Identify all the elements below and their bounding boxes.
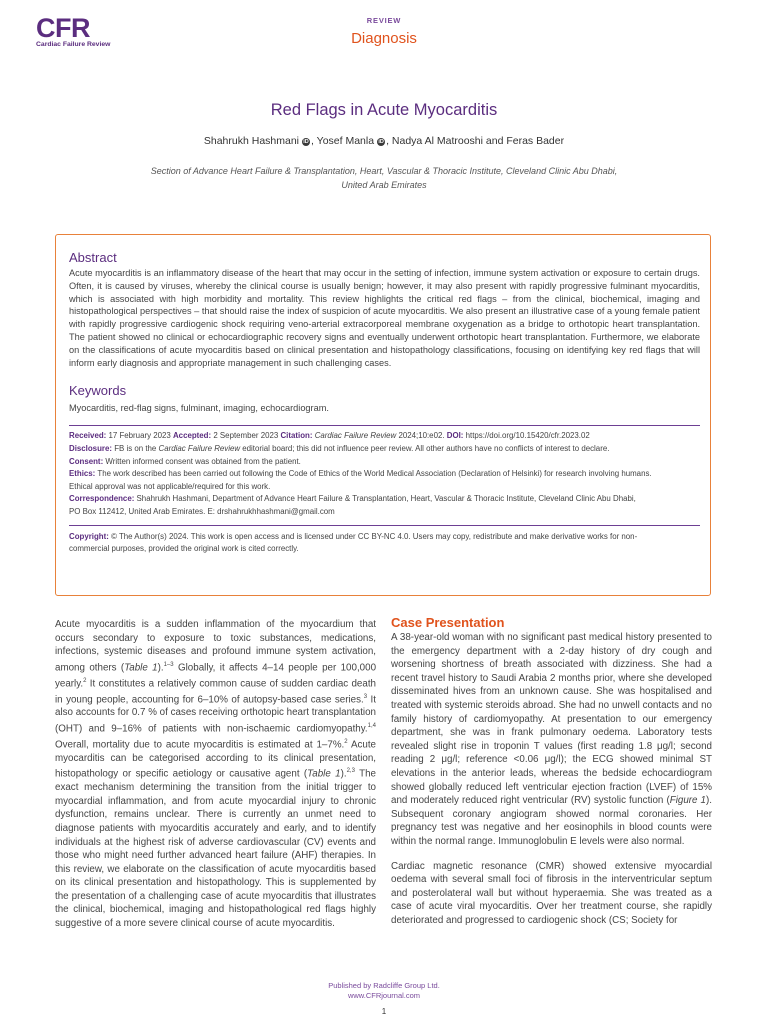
website-link[interactable]: www.CFRjournal.com <box>347 991 421 1000</box>
table-reference-link[interactable]: Table 1 <box>307 768 341 780</box>
abstract-box <box>55 234 711 596</box>
body-column-left <box>55 618 376 931</box>
orcid-icon[interactable]: iD <box>378 139 384 145</box>
divider <box>69 525 700 526</box>
table-reference-link[interactable]: Table 1 <box>124 662 158 674</box>
doi-link[interactable]: https://doi.org/10.15420/cfr.2023.02 <box>465 431 590 441</box>
orcid-icon[interactable]: iD <box>303 139 309 145</box>
logo-mark: CFR <box>36 13 90 43</box>
ethics-line-2: Ethical approval was not applicable/required for this work. <box>69 481 271 491</box>
intro-paragraph: Acute myocarditis is a sudden inflammation of the myocardium that occurs secondary to exposure to toxic substances, medications, infections, systemic diseases and profound immune system activation, among others (Table 1).$^{1-3}$ Globally, it affects 4–14 people per 100,000 yearly.$^2$ It constitutes a relatively common cause of sudden cardiac death in young people, accounting for 6–10% of autopsy-based case series.$^3$ It also accounts for 0.7 % of cases receiving orthotopic heart transplantation (OHT) and 9–16% of patients with non-ischaemic cardiomyopathy.$^{1,4}$ Overall, mortality due to acute myocarditis is estimated at 1–7%.$^2$ Acute myocarditis can be categorised according to its clinical presentation, histopathology or specific aetiology or causative agent (Table 1).$^{2,3}$ The exact mechanism determining the transition from the initial trigger to myocardial inflammation, and from acute myocardial injury to chronic dysfunction, remains unclear. There is currently an unmet need to diagnose patients with myocarditis accurately and early, and to identify individuals at the highest risk of adverse cardiovascular (CV) events and those who might need further advanced heart failure (AHF) therapies. In this review, we elaborate on the classification of acute myocarditis based on its clinical presentation and histopathology. This is supplemented by the presentation of a challenging case of acute myocarditis that illustrates the clinical, biochemical, imaging and histopathological red flags highly suggestive of a more severe clinical course of acute myocarditis. <box>55 619 377 930</box>
copyright-notice: Copyright: © The Author(s) 2024. This work is open access and is licensed under CC BY-NC 4.0. Users may copy, redistribute and make derivative works for non- commercial purposes, provided the original work is cited correctly. <box>69 531 638 554</box>
abstract-heading: Abstract <box>69 250 117 265</box>
case-paragraph: Cardiac magnetic resonance (CMR) showed extensive myocardial oedema with several small foci of fibrosis in the interventricular septum and posterolateral wall but without hyperaemia. She was treated as a case of acute viral myocarditis. Over her treatment course, she rapidly deteriorated and progressed to cardiogenic shock (CS; Society for <box>391 860 712 926</box>
affiliation <box>100 164 668 192</box>
correspondence-line-2: PO Box 112412, United Arab Emirates. E: drshahrukhhashmani@gmail.com <box>69 506 335 516</box>
article-title: Red Flags in Acute Myocarditis <box>270 101 498 119</box>
section-label: REVIEW <box>366 16 402 25</box>
article-metadata <box>69 430 700 518</box>
affiliation-line: Section of Advance Heart Failure & Transplantation, Heart, Vascular & Thoracic Institute, Cleveland Clinic Abu Dhabi, <box>150 166 618 176</box>
author-name: Nadya Al Matrooshi and Feras Bader <box>391 135 565 147</box>
affiliation-line: United Arab Emirates <box>341 180 427 190</box>
keywords-heading: Keywords <box>69 383 127 399</box>
case-presentation-heading: Case Presentation <box>391 615 505 630</box>
author-name: Yosef Manla <box>316 135 375 147</box>
body-column-right <box>391 614 712 927</box>
ethics-line: Ethics: The work described has been carried out following the Code of Ethics of the World Medical Association (Declaration of Helsinki) for research involving humans. <box>69 469 652 479</box>
page-number: 1 <box>381 1007 387 1016</box>
section-name: Diagnosis <box>351 30 417 47</box>
keywords-text: Myocarditis, red-flag signs, fulminant, imaging, echocardiogram. <box>69 403 329 414</box>
consent-line: Consent: Written informed consent was obtained from the patient. <box>69 456 301 466</box>
abstract-content <box>69 250 700 556</box>
case-paragraph: A 38-year-old woman with no significant past medical history presented to the emergency department with a 2-day history of dry cough and worsening shortness of breath associated with dizziness. She had a recent travel history to Saudi Arabia 2 months prior, where she developed disseminated hives from an unknown cause. She was hospitalised and treated with systemic steroids abroad. She had no unwell contacts and no family history of cardiomyopathy. At presentation to our emergency department, she was in frank pulmonary oedema. Laboratory tests revealed slight rise in troponin T values (first reading 1.8 μg/l; second reading 2 μg/l; reference <0.06 μg/l); the ECG showed minimal ST elevations in the anterior leads, whereas the bedside echocardiogram showed globally reduced left ventricular ejection fraction (LVEF) of 15% and moderately reduced right ventricular (RV) systolic function (Figure 1). Subsequent coronary angiogram showed normal coronaries. Her pregnancy test was negative and her eosinophils in blood counts were within the normal range. Immunoglobulin E levels were also normal. <box>391 632 712 847</box>
publisher-text: Published by Radcliffe Group Ltd. <box>328 981 440 990</box>
author-list: Shahrukh Hashmani iD , Yosef Manla iD , Nadya Al Matrooshi and Feras Bader <box>203 135 565 147</box>
correspondence-line: Correspondence: Shahrukh Hashmani, Department of Advance Heart Failure & Transplantation, Heart, Vascular & Thoracic Institute, Cleveland Clinic Abu Dhabi, <box>69 494 636 504</box>
abstract-text: Acute myocarditis is an inflammatory disease of the heart that may occur in the setting of infection, immune system activation or exposure to certain drugs. Often, it is caused by viruses, whereby the clinical course is usually benign; however, it may also present with rapidly progressive fulminant myocarditis, which is associated with high morbidity and mortality. This review highlights the critical red flags – from the clinical, biochemical, imaging and histopathological perspectives – that should raise the index of suspicion of acute myocarditis. We also present an illustrative case of a young female patient with rapidly progressive cardiogenic shock requiring veno-arterial extracorporeal membrane oxygenation as a bridge to orthotopic heart transplantation. The patient showed no clinical or echocardiographic recovery signs and eventually underwent orthotopic heart transplantation. Furthermore, we elaborate on the classifications of acute myocarditis based on clinical presentation and histopathology classifications, focusing on identifying key red flags that will inform early diagnosis and appropriate management in such challenging cases. <box>69 268 700 368</box>
figure-reference-link[interactable]: Figure 1 <box>669 795 707 807</box>
dates-citation-line: Received: 17 February 2023 Accepted: 2 September 2023 Citation: Cardiac Failure Review 2024;10:e02. DOI: https://doi.org/10.15420/cfr.2023.02 <box>69 431 590 441</box>
disclosure-line: Disclosure: FB is on the Cardiac Failure Review editorial board; this did not influence peer review. All other authors have no conflicts of interest to declare. <box>69 443 610 453</box>
logo-subtitle: Cardiac Failure Review <box>36 41 111 48</box>
page-footer <box>0 981 768 1001</box>
author-name: Shahrukh Hashmani <box>203 135 300 147</box>
divider <box>69 425 700 426</box>
